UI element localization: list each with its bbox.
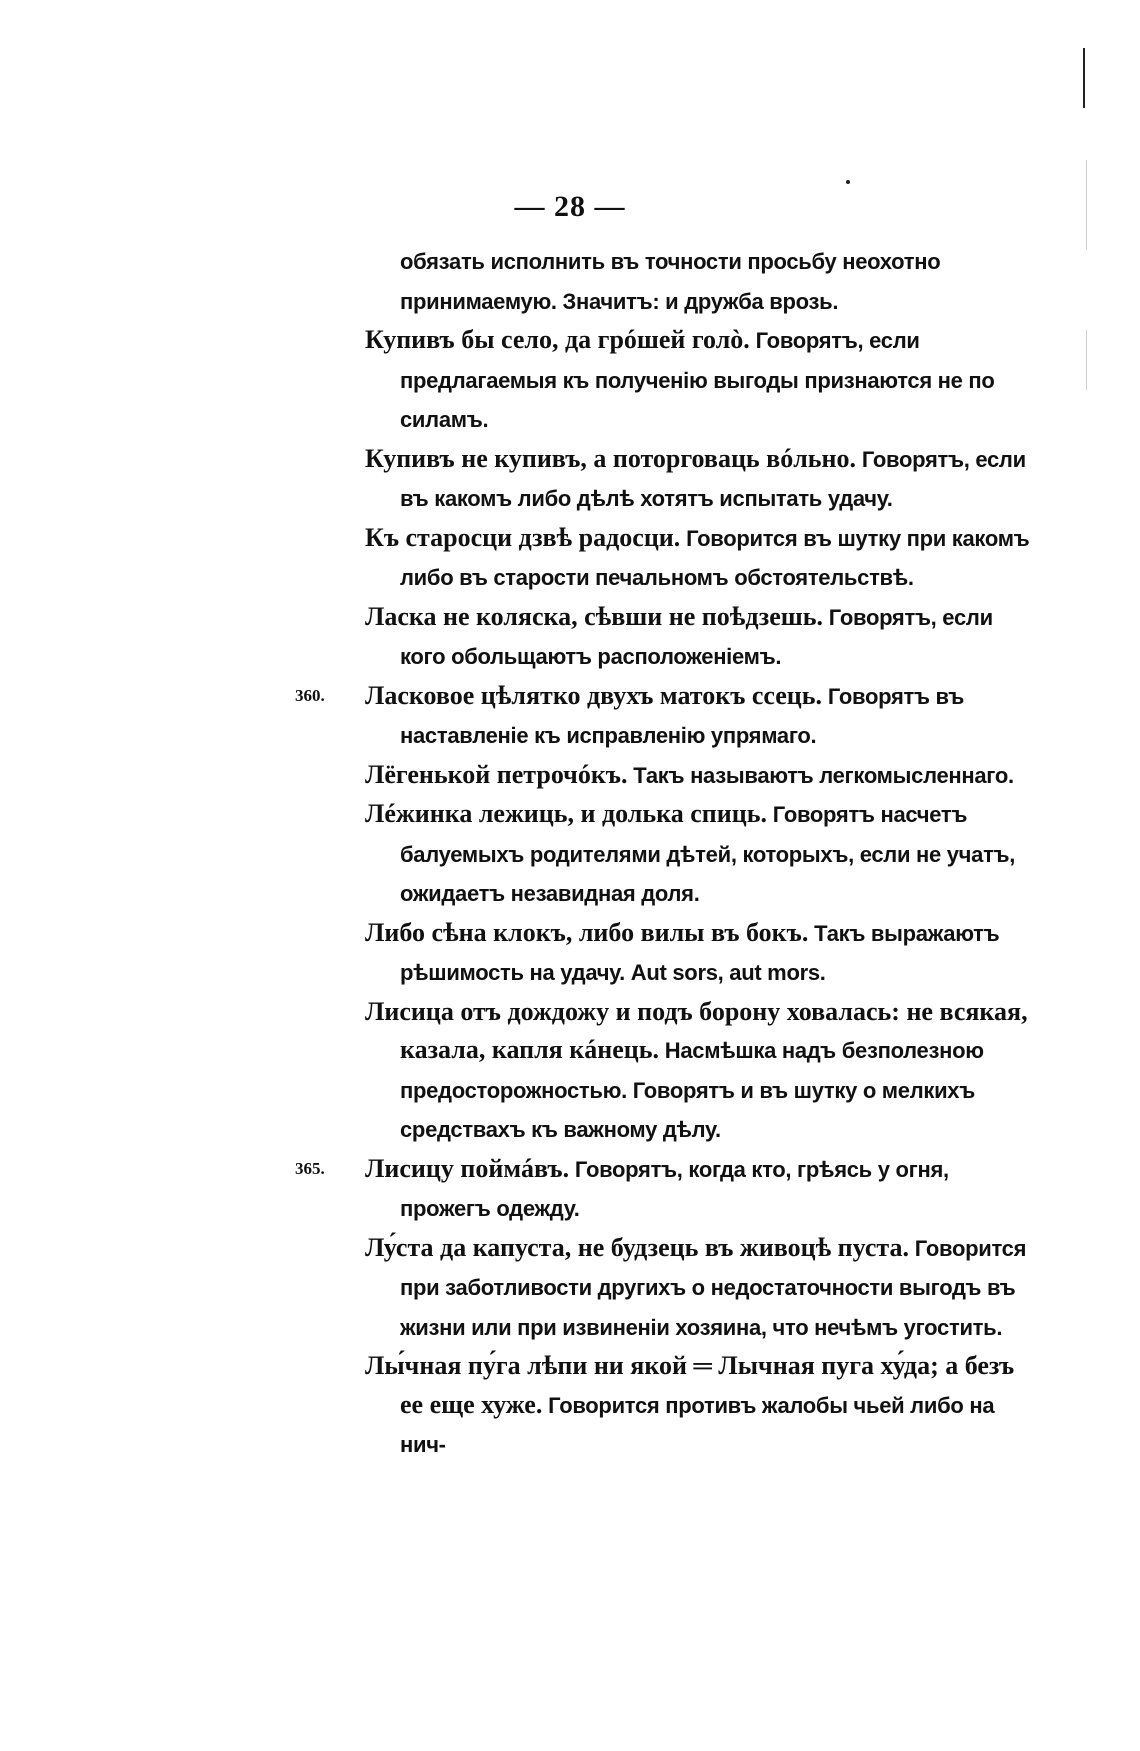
- proverb-text: Лёгенькой петрочóкъ.: [365, 759, 628, 789]
- proverb-explanation: Говорятъ, если въ какомъ либо дѣлѣ хотятъ испытать удачу.: [400, 446, 1026, 511]
- proverb-entry: [330, 321, 1030, 440]
- proverb-explanation: Такъ выражаютъ рѣшимость на удачу. Aut sors, aut mors.: [400, 920, 1000, 985]
- proverb-entry: [330, 1229, 1030, 1348]
- proverb-explanation: Такъ называютъ легкомысленнаго.: [627, 762, 1014, 788]
- page-text: [295, 242, 1030, 1465]
- proverb-entry: [330, 756, 1030, 796]
- proverb-entry: [330, 795, 1030, 914]
- proverb-explanation: Говорятъ, если кого обольщаютъ расположеніемъ.: [400, 604, 993, 669]
- proverb-explanation: Говорятъ, когда кто, грѣясь у огня, прожегъ одежду.: [400, 1156, 949, 1221]
- proverb-text: Лисицу поймáвъ.: [365, 1153, 570, 1183]
- proverb-entry: [330, 242, 1030, 321]
- proverb-text: Лы́чная пу́га лѣпи ни якой ═ Лычная пуга ху́да; а безъ ее еще хуже.: [365, 1351, 1015, 1419]
- proverb-explanation: Говорятъ, если предлагаемыя къ полученію выгоды признаются не по силамъ.: [400, 328, 995, 432]
- proverb-text: Купивъ не купивъ, а поторговаць вóльно.: [365, 443, 857, 473]
- ink-dot: [846, 180, 850, 184]
- entry-number: 365.: [295, 1158, 325, 1178]
- proverb-entry: [330, 440, 1030, 519]
- proverb-entry: [295, 1150, 1030, 1229]
- proverb-entry: [330, 598, 1030, 677]
- page-number: — 28 —: [514, 190, 626, 223]
- proverb-text: Купивъ бы село, да грóшей голò.: [365, 325, 750, 354]
- proverb-entry: [330, 993, 1030, 1150]
- proverb-entry: [330, 1347, 1030, 1465]
- proverb-entry: [330, 914, 1030, 993]
- proverb-explanation: Говорится при заботливости другихъ о недостаточности выгодъ въ жизни или при извиненіи хозяина, что нечѣмъ угостить.: [400, 1235, 1027, 1340]
- proverb-entry: [295, 677, 1030, 756]
- proverb-text: Ласка не коляска, сѣвши не поѣдзешь.: [365, 601, 823, 631]
- proverb-explanation: Говорятъ въ наставленіе къ исправленію упрямаго.: [400, 683, 964, 748]
- entry-number: 360.: [295, 685, 325, 705]
- scan-edge-line: [1083, 48, 1085, 108]
- proverb-explanation: Говорятъ насчетъ балуемыхъ родителями дѣтей, которыхъ, если не учатъ, ожидаетъ незавидная доля.: [400, 802, 1016, 906]
- proverb-explanation: Говорится въ шутку при какомъ либо въ старости печальномъ обстоятельствѣ.: [400, 525, 1030, 590]
- proverb-explanation: Говорится противъ жалобы чьей либо на нич-: [400, 1392, 995, 1457]
- proverb-text: Ласковое цѣлятко двухъ матокъ ссець.: [365, 680, 823, 710]
- proverb-text: Либо сѣна клокъ, либо вилы въ бокъ.: [365, 917, 809, 947]
- proverb-explanation: обязать исполнить въ точности просьбу неохотно принимаемую. Значитъ: и дружба врозь.: [400, 249, 941, 314]
- proverb-explanation: Насмѣшка надъ безполезною предосторожностью. Говорятъ и въ шутку о мелкихъ средствахъ къ важному дѣлу.: [400, 1038, 984, 1142]
- proverb-text: Къ старосци дзвѣ радосци.: [365, 522, 681, 552]
- proverb-text: Лéжинка лежиць, и долька спиць.: [365, 799, 767, 828]
- scan-edge-speck: [1086, 330, 1087, 390]
- proverb-text: Лисица отъ дождожу и подъ борону ховалась: не всякая, казала, капля кáнець.: [365, 996, 1028, 1064]
- proverb-entry: [330, 519, 1030, 598]
- proverb-text: Лу́ста да капуста, не будзець въ живоцѣ пуста.: [365, 1232, 909, 1262]
